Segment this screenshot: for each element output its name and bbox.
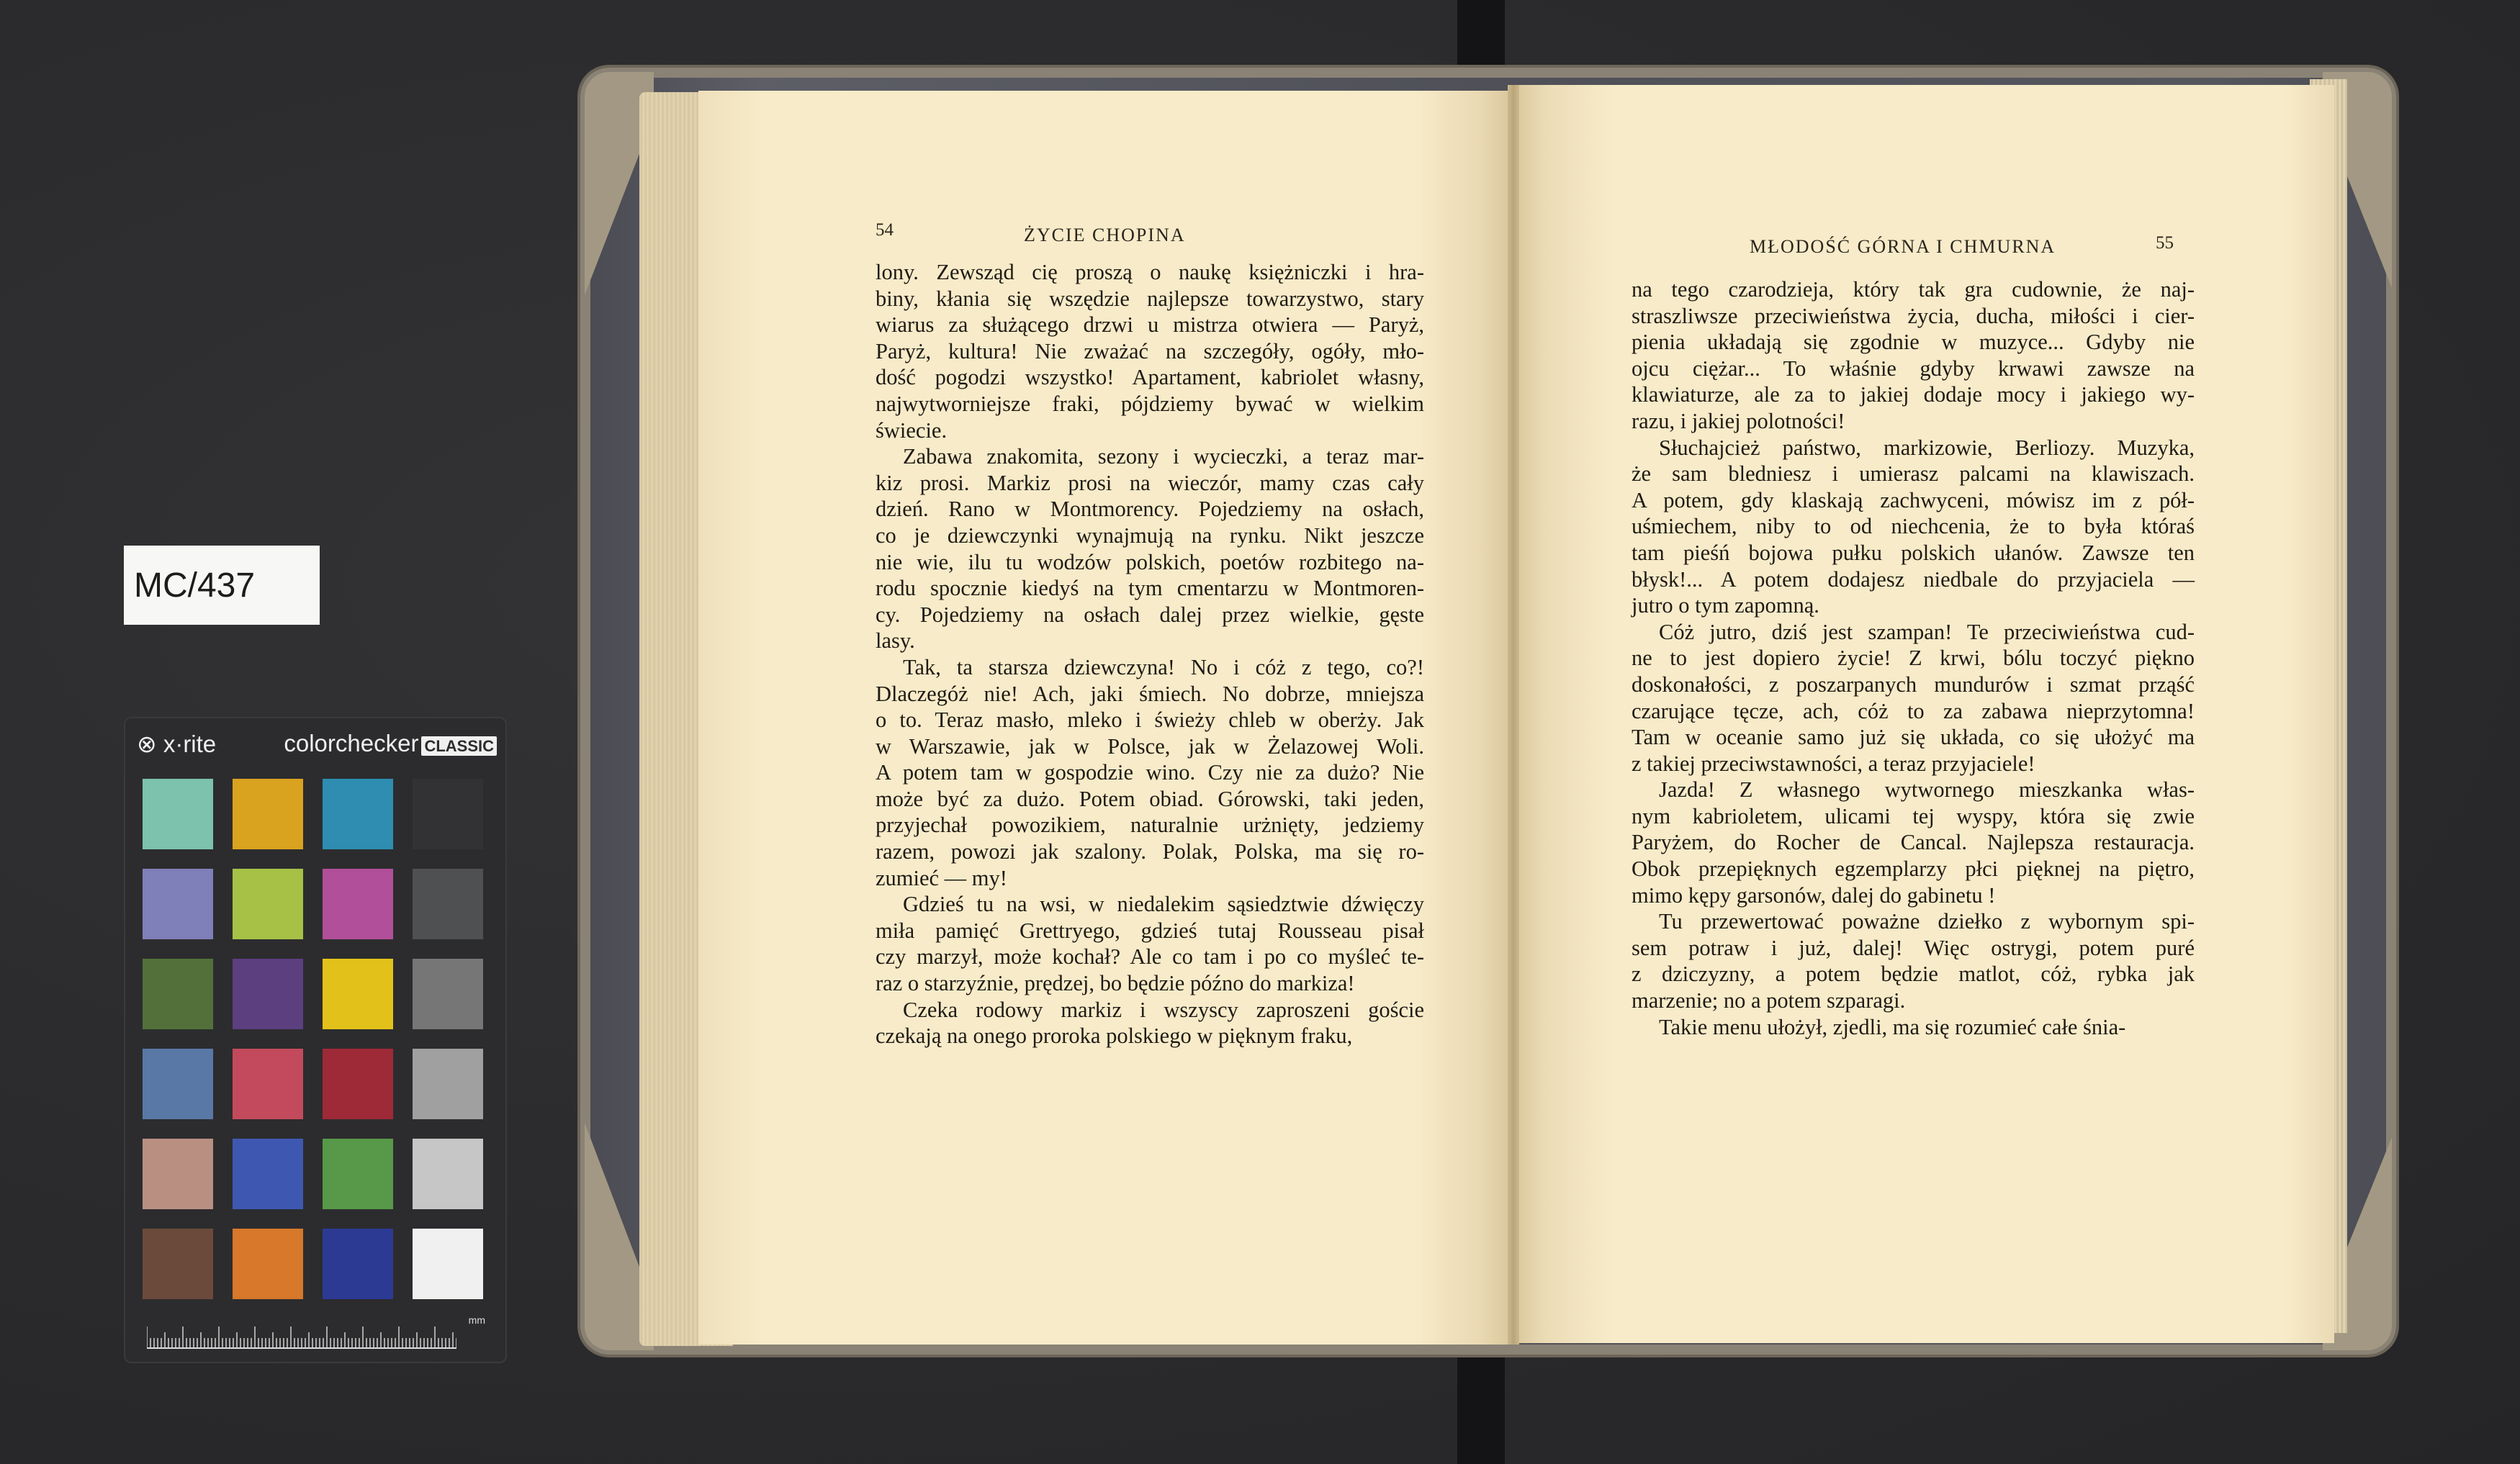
color-swatch-r3-c2 <box>233 959 303 1029</box>
ruler <box>147 1324 456 1349</box>
left-page-text-line: kiz prosi. Markiz prosi na wieczór, mamy czas cały <box>876 470 1424 495</box>
left-page-text-line: czy marzył, może kochał? Ale co tam i po co myśleć te- <box>876 944 1424 970</box>
color-swatch-r1-c1 <box>143 779 213 849</box>
left-page-text-line: cy. Pojedziemy na osłach dalej przez wielkie, gęste <box>876 602 1424 627</box>
right-page-text-line: Jazda! Z własnego wytwornego mieszkanka włas- <box>1659 777 2195 803</box>
right-running-head: MŁODOŚĆ GÓRNA I CHMURNA <box>1750 236 2056 257</box>
color-swatch-r5-c4 <box>413 1139 483 1209</box>
left-page-text-line: zumieć — my! <box>876 865 1007 890</box>
color-swatch-r1-c3 <box>323 779 393 849</box>
right-page-text-line: błysk!... A potem dodajesz niedbale do przyjaciela — <box>1632 566 2195 592</box>
right-page-text-line: że sam bledniesz i umierasz palcami na klawiszach. <box>1632 461 2195 487</box>
right-page-text-line: Tam w oceanie samo już się układa, co się ułożyć ma <box>1632 725 2195 750</box>
color-checker-card <box>124 717 507 1363</box>
right-page-text-line: sem potraw i już, dalej! Więc ostrygi, potem puré <box>1632 935 2195 960</box>
right-page-text-line: A potem, gdy klaskają zachwyceni, mówisz im z pół- <box>1632 487 2195 512</box>
right-page-text-line: nym kabrioletem, ulicami tej wyspy, która się zwie <box>1632 803 2195 828</box>
right-page-text-line: tam pieśń bojowa pułku polskich ułanów. Zawsze ten <box>1632 540 2195 565</box>
left-page-text-line: Czeka rodowy markiz i wszyscy zaproszeni goście <box>903 997 1424 1022</box>
color-swatch-r2-c1 <box>143 869 213 939</box>
right-page-text-line: uśmiechem, niby to od niechcenia, że to była któraś <box>1632 514 2195 539</box>
left-page-text-line: Dlaczegóż nie! Ach, jaki śmiech. No dobrze, mniejsza <box>876 681 1424 706</box>
color-swatch-r1-c4 <box>413 779 483 849</box>
left-page-text-line: w Warszawie, jak w Polsce, jak w Żelazowej Woli. <box>876 733 1424 759</box>
left-page-text-line: przyjechał powozikiem, naturalnie urżnięty, jedziemy <box>876 813 1424 838</box>
color-swatch-r5-c1 <box>143 1139 213 1209</box>
catalog-label-text: MC/437 <box>134 566 256 605</box>
right-page-text-line: z dziczyzny, a potem będzie matlot, cóż, rybka jak <box>1632 962 2195 987</box>
left-page-text-line: lasy. <box>876 628 915 654</box>
color-swatch-r6-c2 <box>233 1229 303 1299</box>
left-page-text-line: najwytworniejsze fraki, pójdziemy bywać w wielkim <box>876 391 1424 416</box>
left-page-text-line: czekają na onego proroka polskiego w pięknym fraku, <box>876 1024 1353 1049</box>
right-page-text-line: razu, i jakiej polotności! <box>1632 408 1845 433</box>
color-swatch-r4-c3 <box>323 1049 393 1119</box>
checker-brand <box>137 730 216 758</box>
color-swatch-r4-c1 <box>143 1049 213 1119</box>
right-page-text-line: klawiaturze, ale za to jakiej dodaje mocy i jakiego wy- <box>1632 382 2195 407</box>
color-swatch-r1-c2 <box>233 779 303 849</box>
left-page-text-line: Gdzieś tu na wsi, w niedalekim sąsiedztwie dźwięczy <box>903 892 1424 917</box>
right-page-text-line: mimo kępy garsonów, dalej do gabinetu ! <box>1632 882 1996 908</box>
right-page-text-line: pienia układają się zgodnie w muzyce... Gdyby nie <box>1632 330 2195 355</box>
color-swatch-r5-c2 <box>233 1139 303 1209</box>
color-swatch-r2-c4 <box>413 869 483 939</box>
left-page-number: 54 <box>876 220 894 240</box>
left-page-text-line: lony. Zewsząd cię proszą o naukę księżniczki i hra- <box>876 260 1424 284</box>
left-page-text-line: dość pogodzi wszystko! Apartament, kabriolet własny, <box>876 365 1424 390</box>
color-swatch-r6-c4 <box>413 1229 483 1299</box>
color-swatch-r3-c3 <box>323 959 393 1029</box>
right-page-text-line: ojcu ciężar... To właśnie gdyby krwawi zawsze na <box>1632 356 2195 381</box>
left-page-text-line: co je dziewczynki wynajmują na rynku. Nikt jeszcze <box>876 523 1424 548</box>
checker-product-text: colorchecker <box>284 730 419 756</box>
color-swatch-r4-c2 <box>233 1049 303 1119</box>
left-page-text-line: dzień. Rano w Montmorency. Pojedziemy na osłach, <box>876 497 1424 522</box>
left-page-text-line: o to. Teraz masło, mleko i świeży chleb w oberży. Jak <box>876 708 1424 733</box>
right-page-text-line: Cóż jutro, dziś jest szampan! Te przeciwieństwa cud- <box>1659 619 2195 644</box>
left-page-text-line: rodu spocznie kiedyś na tym cmentarzu w Montmoren- <box>876 576 1424 601</box>
checker-edition-badge: CLASSIC <box>421 736 497 756</box>
ruler-unit: mm <box>468 1314 485 1326</box>
right-page-body <box>1632 276 2195 1040</box>
color-swatch-r2-c2 <box>233 869 303 939</box>
left-page-text-line: Paryż, kultura! Nie zważać na szczegóły, ogóły, mło- <box>876 338 1424 363</box>
left-page-text-line: A potem tam w gospodzie wino. Czy nie za dużo? Nie <box>876 760 1424 785</box>
left-page-text-line: wiarus za służącego drzwi u mistrza otwiera — Paryż, <box>876 312 1424 338</box>
left-page-text-line: Zabawa znakomita, sezony i wycieczki, a teraz mar- <box>903 444 1424 469</box>
left-page-text-line: świecie. <box>876 417 948 443</box>
left-page-text-line: Tak, ta starsza dziewczyna! No i cóż z tego, co?! <box>903 654 1424 679</box>
color-swatch-r6-c1 <box>143 1229 213 1299</box>
checker-brand-text: x·rite <box>163 731 217 757</box>
left-page-text-line: razem, powozi jak szalony. Polak, Polska, ma się ro- <box>876 839 1424 864</box>
color-swatch-r4-c4 <box>413 1049 483 1119</box>
right-page-text-line: Tu przewertować poważne dziełko z wybornym spi- <box>1659 909 2195 934</box>
right-page-text-line: z takiej przeciwstawności, a teraz przyjaciele! <box>1632 751 2035 776</box>
checker-product <box>284 730 497 757</box>
right-page-text-line: ne to jest dopiero życie! Z krwi, bólu toczyć piękno <box>1632 646 2195 671</box>
color-swatch-r3-c4 <box>413 959 483 1029</box>
right-page-text-line: na tego czarodzieja, który tak gra cudownie, że naj- <box>1632 277 2195 302</box>
right-page-text-line: Takie menu ułożył, zjedli, ma się rozumieć całe śnia- <box>1659 1014 2126 1039</box>
left-page-text-line: nie wie, ilu tu wodzów polskich, poetów rozbitego na- <box>876 549 1424 574</box>
left-page-text-line: raz o starzyźnie, prędzej, bo będzie późno do markiza! <box>876 971 1355 996</box>
left-page-text-line: biny, kłania się wszędzie najlepsze towarzystwo, stary <box>876 286 1424 311</box>
color-swatch-r6-c3 <box>323 1229 393 1299</box>
catalog-label <box>124 546 320 625</box>
right-page-text-line: Obok przepięknych egzemplarzy płci pięknej na piętro, <box>1632 857 2195 882</box>
left-page-text-line: może być za dużo. Potem obiad. Górowski, taki jeden, <box>876 786 1424 811</box>
color-swatch-r2-c3 <box>323 869 393 939</box>
right-page-text-line: jutro o tym zapomną. <box>1632 593 1819 618</box>
right-page-number: 55 <box>2156 233 2174 253</box>
color-swatch-r5-c3 <box>323 1139 393 1209</box>
right-page-text-line: czarujące tęcze, ach, cóż to za zabawa nieprzytomna! <box>1632 698 2195 723</box>
left-running-head: ŻYCIE CHOPINA <box>1024 225 1186 245</box>
color-swatch-r3-c1 <box>143 959 213 1029</box>
book-gutter <box>1508 85 1519 1345</box>
left-page-text-line: miła pamięć Grettryego, gdzieś tutaj Rousseau pisał <box>876 918 1424 943</box>
left-page-body <box>876 259 1424 1049</box>
xrite-logo-icon: ⊗ <box>137 731 157 757</box>
bookmark-ribbon-bottom <box>1457 1345 1505 1464</box>
right-page-text-line: Słuchajcież państwo, markizowie, Berliozy. Muzyka, <box>1659 435 2195 460</box>
right-page-text-line: doskonałości, z poszarpanych mundurów i szmat prząść <box>1632 672 2195 697</box>
right-page-text-line: straszliwsze przeciwieństwa życia, ducha, miłości i cier- <box>1632 303 2195 328</box>
right-page-text-line: Paryżem, do Rocher de Cancal. Najlepsza restauracja. <box>1632 830 2195 855</box>
right-page-text-line: marzenie; no a potem szparagi. <box>1632 988 1906 1013</box>
